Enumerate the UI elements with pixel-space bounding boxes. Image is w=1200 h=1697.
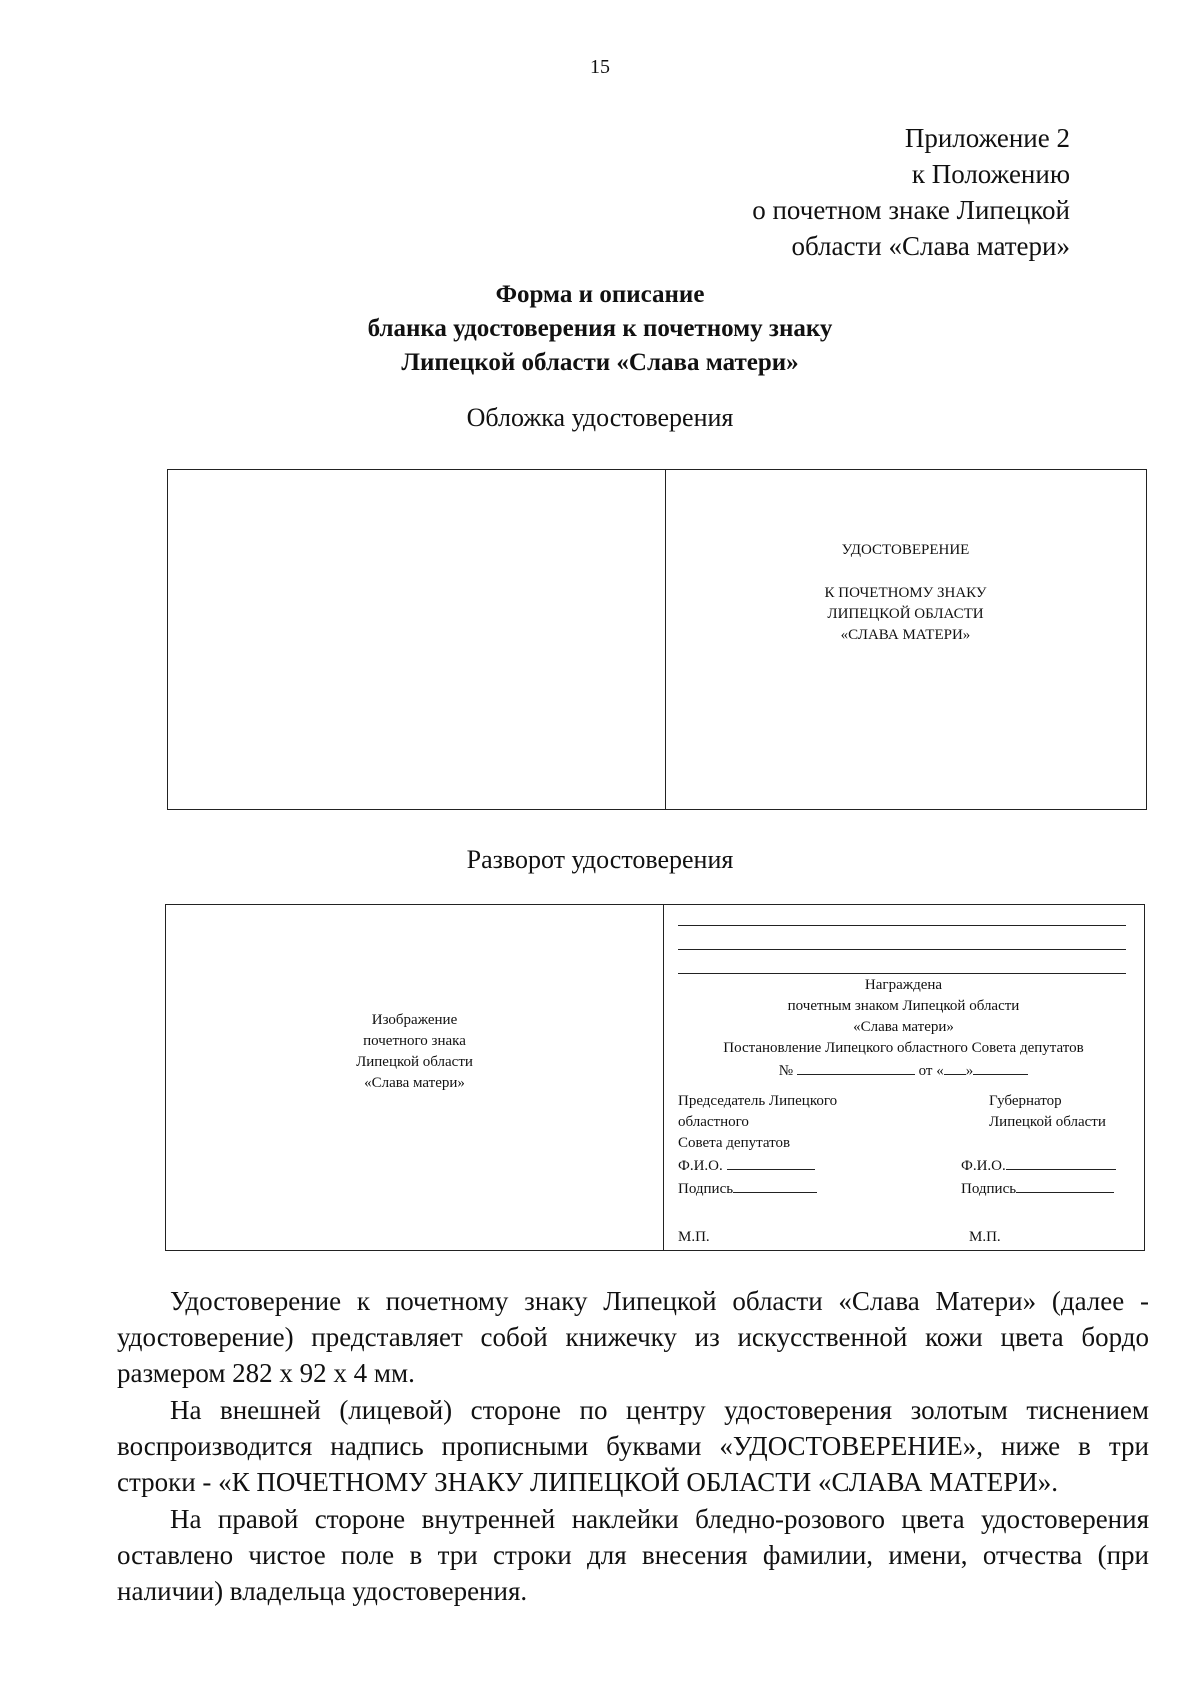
governor-sign bbox=[961, 1177, 1116, 1200]
fio-blank bbox=[727, 1154, 815, 1170]
name-blank-line bbox=[678, 949, 1126, 950]
badge-line: почетным знаком Липецкой области bbox=[787, 998, 1020, 1014]
date-label: от « bbox=[918, 1063, 944, 1079]
document-title bbox=[0, 278, 1200, 380]
number-label: № bbox=[778, 1063, 794, 1079]
spread-form bbox=[165, 904, 1145, 1251]
cover-sub-line: ЛИПЕЦКОЙ ОБЛАСТИ bbox=[827, 606, 984, 622]
cover-sub-line: К ПОЧЕТНОМУ ЗНАКУ bbox=[824, 585, 987, 601]
cover-sub-line: «СЛАВА МАТЕРИ» bbox=[840, 627, 971, 643]
page-number: 15 bbox=[590, 56, 610, 78]
name-blank-line bbox=[678, 973, 1126, 974]
fio-label: Ф.И.О. bbox=[678, 1158, 723, 1174]
appendix-line: области «Слава матери» bbox=[791, 231, 1070, 261]
date-mid: » bbox=[965, 1063, 974, 1079]
cover-subheading bbox=[665, 583, 1146, 646]
appendix-line: к Положению bbox=[911, 159, 1070, 189]
name-blank-line bbox=[678, 925, 1126, 926]
placeholder-line: почетного знака bbox=[363, 1033, 466, 1049]
fio-blank bbox=[1006, 1154, 1116, 1170]
chairman-line: Совета депутатов bbox=[678, 1135, 791, 1151]
decree-line: Постановление Липецкого областного Совета депутатов bbox=[723, 1040, 1084, 1056]
placeholder-line: «Слава матери» bbox=[364, 1075, 465, 1091]
chairman-seal: М.П. bbox=[678, 1229, 710, 1245]
appendix-line: о почетном знаке Липецкой bbox=[752, 195, 1070, 225]
governor-fio bbox=[961, 1154, 1116, 1177]
governor-block bbox=[989, 1091, 1106, 1133]
title-line: Липецкой области «Слава матери» bbox=[401, 349, 799, 376]
sign-blank bbox=[733, 1177, 817, 1193]
decree-number-line bbox=[663, 1059, 1144, 1082]
title-line: Форма и описание bbox=[495, 281, 705, 308]
appendix-reference bbox=[752, 120, 1070, 264]
cover-heading: УДОСТОВЕРЕНИЕ bbox=[841, 542, 970, 558]
fio-label: Ф.И.О. bbox=[961, 1158, 1006, 1174]
cover-form bbox=[167, 469, 1147, 810]
placeholder-line: Липецкой области bbox=[356, 1054, 473, 1070]
chairman-line: Председатель Липецкого bbox=[678, 1093, 838, 1109]
cover-caption: Обложка удостоверения bbox=[466, 403, 734, 432]
description-paragraph: На внешней (лицевой) стороне по центру удостоверения золотым тиснением воспроизводится надпись прописными буквами «УДОСТОВЕРЕНИЕ», ниже в три строки - «К ПОЧЕТНОМУ ЗНАКУ ЛИПЕЦКОЙ ОБЛАСТИ «СЛАВА МАТЕРИ». bbox=[117, 1395, 1149, 1497]
chairman-fio bbox=[678, 1154, 837, 1177]
sign-blank bbox=[1016, 1177, 1114, 1193]
governor-seal: М.П. bbox=[969, 1229, 1001, 1245]
award-text bbox=[663, 975, 1144, 1082]
placeholder-line: Изображение bbox=[371, 1012, 458, 1028]
governor-sign-block bbox=[961, 1154, 1116, 1200]
sign-label: Подпись bbox=[961, 1181, 1017, 1197]
month-blank bbox=[973, 1059, 1028, 1075]
governor-line: Липецкой области bbox=[989, 1114, 1106, 1130]
chairman-sign bbox=[678, 1177, 837, 1200]
day-blank bbox=[944, 1059, 966, 1075]
badge-line: «Слава матери» bbox=[853, 1019, 954, 1035]
awarded-label: Награждена bbox=[864, 977, 943, 993]
sign-label: Подпись bbox=[678, 1181, 734, 1197]
title-line: бланка удостоверения к почетному знаку bbox=[367, 315, 833, 342]
appendix-line: Приложение 2 bbox=[904, 123, 1070, 153]
description-paragraph: На правой стороне внутренней наклейки бледно-розового цвета удостоверения оставлено чистое поле в три строки для внесения фамилии, имени, отчества (при наличии) владельца удостоверения. bbox=[117, 1504, 1149, 1606]
spread-caption: Разворот удостоверения bbox=[466, 845, 734, 874]
chairman-block bbox=[678, 1091, 837, 1200]
description-paragraph: Удостоверение к почетному знаку Липецкой области «Слава Матери» (далее - удостоверение) представляет собой книжечку из искусственной кожи цвета бордо размером 282 х 92 х 4 мм. bbox=[117, 1286, 1149, 1388]
badge-image-placeholder bbox=[166, 1010, 663, 1094]
number-blank bbox=[797, 1059, 915, 1075]
governor-line: Губернатор bbox=[989, 1093, 1062, 1109]
chairman-line: областного bbox=[678, 1114, 749, 1130]
description-text bbox=[117, 1283, 1149, 1610]
